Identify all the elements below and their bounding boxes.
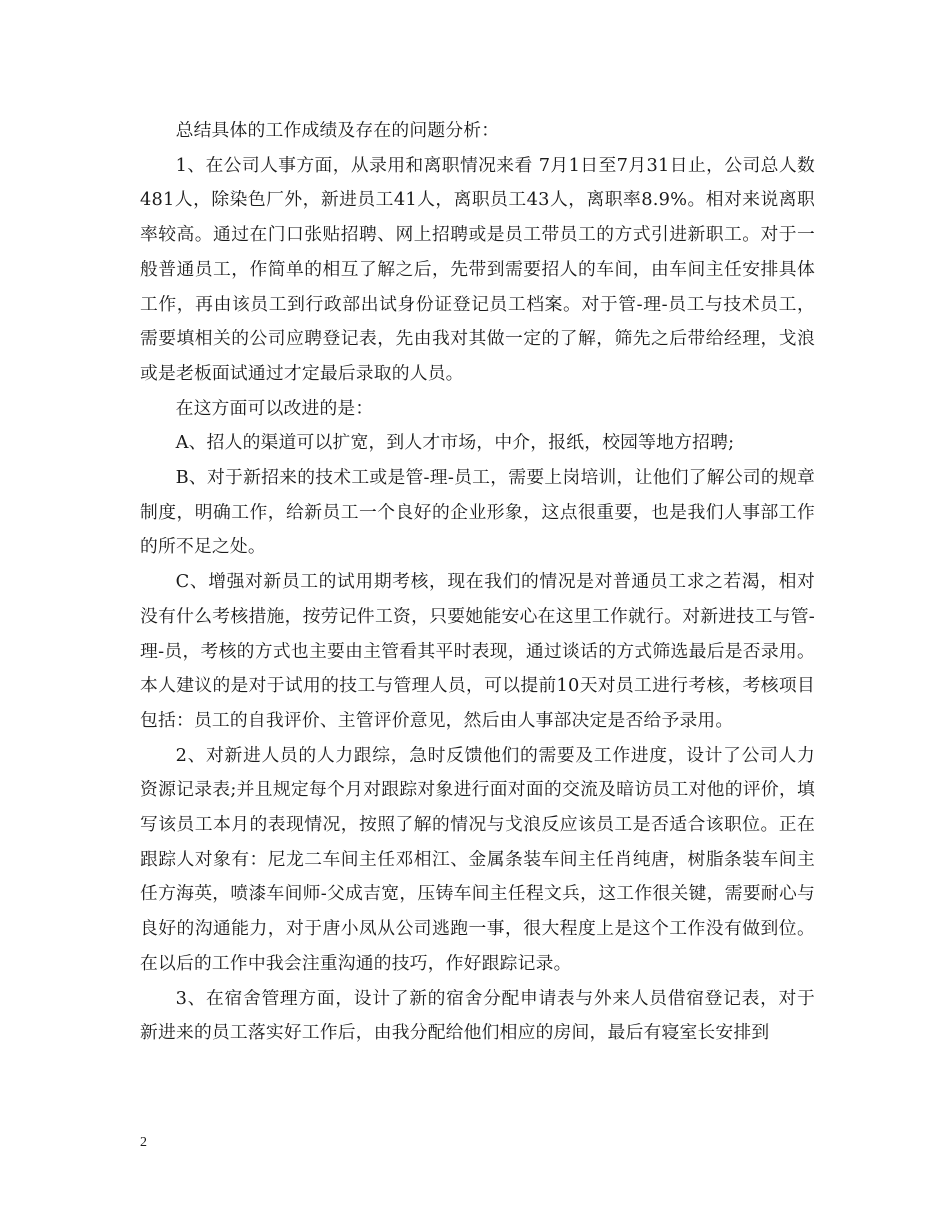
paragraph-dormitory: 3、在宿舍管理方面，设计了新的宿舍分配申请表与外来人员借宿登记表，对于新进来的员工落实好工作后，由我分配给他们相应的房间，最后有寝室长安排到	[140, 987, 815, 1044]
section-heading: 总结具体的工作成绩及存在的问题分析：	[175, 120, 500, 141]
paragraph-recruitment: 1、在公司人事方面，从录用和离职情况来看 7月1日至7月31日止，公司总人数481人，除染色厂外，新进员工41人，离职员工43人，离职率8.9%。相对来说离职率较高。通过在门口张贴招聘、网上招聘或是员工带员工的方式引进新职工。对于一般普通员工，作简单的相互了解之后，先带到需要招人的车间，由车间主任安排具体工作，再由该员工到行政部出试身份证登记员工档案。对于管-理-员工与技术员工，需要填相关的公司应聘登记表，先由我对其做一定的了解，筛先之后带给经理，戈浪或是老板面试通过才定最后录取的人员。	[140, 154, 815, 384]
paragraph-item-a: A、招人的渠道可以扩宽，到人才市场，中介，报纸，校园等地方招聘;	[175, 432, 735, 454]
paragraph-item-c: C、增强对新员工的试用期考核，现在我们的情况是对普通员工求之若渴，相对没有什么考核措施，按劳记件工资，只要她能安心在这里工作就行。对新进技工与管-理-员，考核的方式也主要由主管看其平时表现，通过谈话的方式筛选最后是否录用。本人建议的是对于试用的技工与管理人员，可以提前10天对员工进行考核，考核项目包括：员工的自我评价、主管评价意见，然后由人事部决定是否给予录用。	[140, 571, 815, 731]
paragraph-item-b: B、对于新招来的技术工或是管-理-员工，需要上岗培训，让他们了解公司的规章制度，明确工作，给新员工一个良好的企业形象，这点很重要，也是我们人事部工作的所不足之处。	[140, 467, 815, 558]
document-body	[140, 114, 815, 1051]
page-number: 2	[140, 1135, 147, 1150]
paragraph-tracking: 2、对新进人员的人力跟综，急时反馈他们的需要及工作进度，设计了公司人力资源记录表;并且规定每个月对跟踪对象进行面对面的交流及暗访员工对他的评价，填写该员工本月的表现情况，按照了解的情况与戈浪反应该员工是否适合该职位。正在跟踪人对象有：尼龙二车间主任邓相江、金属条装车间主任肖纯唐，树脂条装车间主任方海英，喷漆车间师-父成吉宽，压铸车间主任程文兵，这工作很关键，需要耐心与良好的沟通能力，对于唐小凤从公司逃跑一事，很大程度上是这个工作没有做到位。在以后的工作中我会注重沟通的技巧，作好跟踪记录。	[140, 744, 815, 974]
paragraph-improvements-intro: 在这方面可以改进的是：	[175, 397, 374, 419]
